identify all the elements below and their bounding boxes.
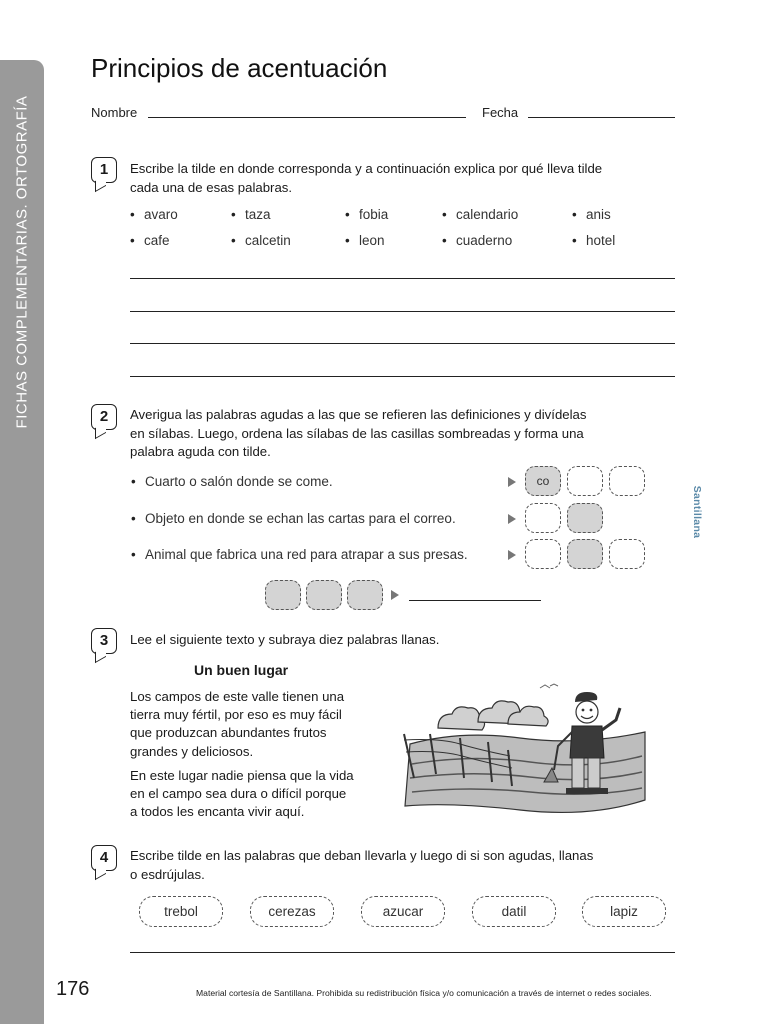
answer-line[interactable] <box>130 343 675 344</box>
word-item: • cuaderno <box>456 233 512 248</box>
sidebar-label: FICHAS COMPLEMENTARIAS. ORTOGRAFÍA <box>13 95 31 429</box>
answer-syllable-box[interactable] <box>265 580 301 610</box>
word-item: • anis <box>586 207 611 222</box>
word-item: • calcetin <box>245 233 291 248</box>
page-number: 176 <box>56 978 90 1000</box>
syllable-box[interactable] <box>525 503 561 533</box>
name-field[interactable] <box>148 117 466 118</box>
publisher-label: Santillana <box>691 485 703 539</box>
date-label: Fecha <box>482 105 519 120</box>
word-item: • cafe <box>144 233 170 248</box>
word-box[interactable]: lapiz <box>582 896 666 927</box>
answer-line[interactable] <box>130 952 675 953</box>
exercise-3-number: 3 <box>91 628 117 654</box>
syllable-box[interactable] <box>567 466 603 496</box>
word-box[interactable]: trebol <box>139 896 223 927</box>
arrow-icon <box>508 477 516 487</box>
reading-paragraph-1: Los campos de este valle tienen una tierra muy fértil, por eso es muy fácil que produzcan abundantes frutos grandes y deliciosos. <box>130 689 345 759</box>
answer-syllable-box[interactable] <box>306 580 342 610</box>
definition-item: • Objeto en donde se echan las cartas para el correo. <box>145 511 456 526</box>
word-box[interactable]: datil <box>472 896 556 927</box>
answer-word-line[interactable] <box>409 600 541 601</box>
word-item: • calendario <box>456 207 518 222</box>
reading-paragraph-2: En este lugar nadie piensa que la vida en el campo sea dura o difícil porque a todos les encanta vivir aquí. <box>130 768 354 820</box>
definition-item: • Animal que fabrica una red para atrapar a sus presas. <box>145 547 468 562</box>
definition-item: • Cuarto o salón donde se come. <box>145 474 333 489</box>
word-item: • avaro <box>144 207 178 222</box>
page-title: Principios de acentuación <box>91 53 388 83</box>
exercise-2-number: 2 <box>91 404 117 430</box>
name-label: Nombre <box>91 105 138 120</box>
syllable-box[interactable] <box>609 466 645 496</box>
date-field[interactable] <box>528 117 675 118</box>
word-item: • hotel <box>586 233 615 248</box>
answer-line[interactable] <box>130 311 675 312</box>
syllable-box[interactable] <box>525 539 561 569</box>
exercise-1-instruction: Escribe la tilde en donde corresponda y a continuación explica por qué lleva tilde cada una de esas palabras. <box>130 161 603 195</box>
answer-syllable-box[interactable] <box>347 580 383 610</box>
arrow-icon <box>391 590 399 600</box>
footer-note: Material cortesía de Santillana. Prohibida su redistribución física y/o comunicación a través de internet o redes sociales. <box>196 988 652 998</box>
answer-line[interactable] <box>130 278 675 279</box>
word-item: • taza <box>245 207 271 222</box>
answer-line[interactable] <box>130 376 675 377</box>
arrow-icon <box>508 514 516 524</box>
text-title: Un buen lugar <box>194 662 289 678</box>
exercise-4-instruction: Escribe tilde en las palabras que deban llevarla y luego di si son agudas, llanas o esdrújulas. <box>130 848 594 882</box>
syllable-box-shaded[interactable] <box>567 503 603 533</box>
exercise-2-instruction: Averigua las palabras agudas a las que se refieren las definiciones y divídelas en sílabas. Luego, ordena las sílabas de las casillas sombreadas y forma una palabra aguda con tilde. <box>130 407 587 459</box>
syllable-box-shaded[interactable]: co <box>525 466 561 496</box>
syllable-box[interactable] <box>609 539 645 569</box>
word-item: • leon <box>359 233 385 248</box>
exercise-1-number: 1 <box>91 157 117 183</box>
word-item: • fobia <box>359 207 388 222</box>
syllable-box-shaded[interactable] <box>567 539 603 569</box>
arrow-icon <box>508 550 516 560</box>
word-box[interactable]: azucar <box>361 896 445 927</box>
exercise-4-number: 4 <box>91 845 117 871</box>
word-box[interactable]: cerezas <box>250 896 334 927</box>
farm-illustration <box>400 682 650 820</box>
exercise-3-instruction: Lee el siguiente texto y subraya diez palabras llanas. <box>130 632 440 647</box>
